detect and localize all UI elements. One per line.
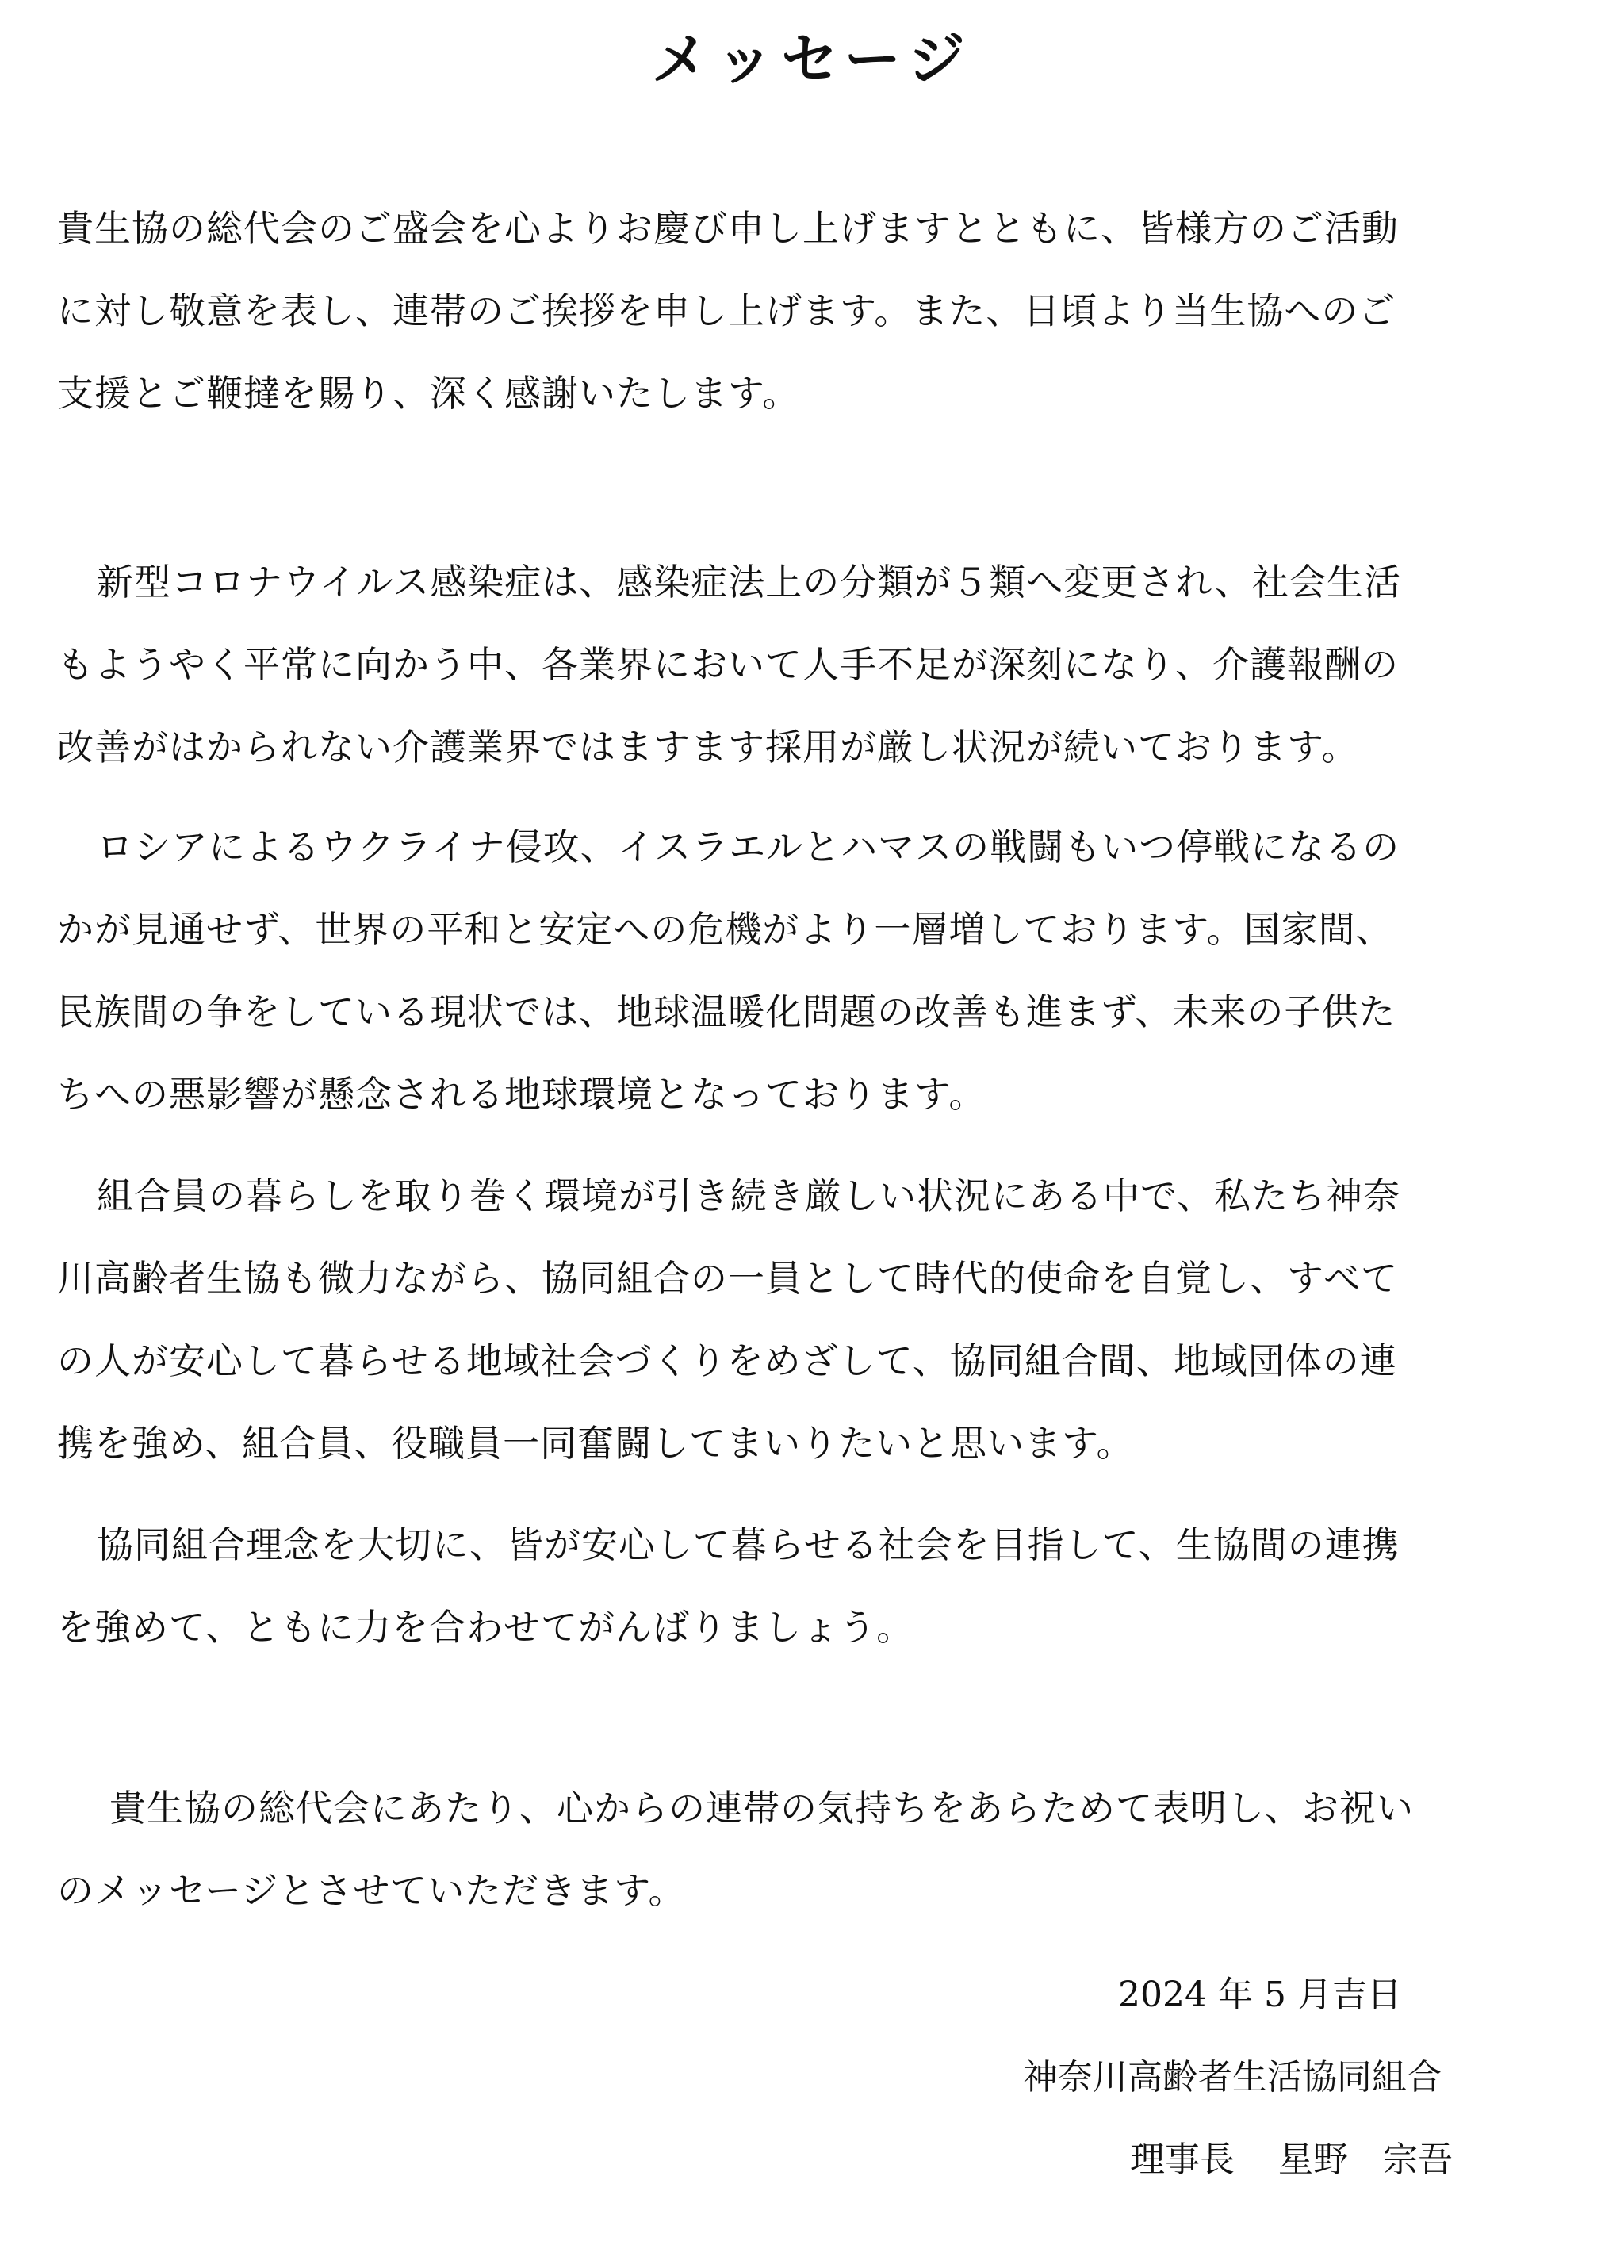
- paragraph-6-line-1: 貴生協の総代会にあたり、心からの連帯の気持ちをあらためて表明し、お祝い: [109, 1787, 1414, 1829]
- paragraph-4-line-4: 携を強め、組合員、役職員一同奮闘してまいりたいと思います。: [57, 1422, 1134, 1465]
- date-line: 2024 年 5 月吉日: [1118, 1975, 1402, 2015]
- paragraph-3-line-1: ロシアによるウクライナ侵攻、イスラエルとハマスの戦闘もいつ停戦になるの: [97, 826, 1400, 868]
- paragraph-4-line-2: 川高齢者生協も微力ながら、協同組合の一員として時代的使命を自覚し、すべて: [57, 1257, 1399, 1300]
- signatory-name: 星野 宗吾: [1278, 2140, 1453, 2180]
- paragraph-3-line-2: かが見通せず、世界の平和と安定への危機がより一層増しております。国家間、: [57, 908, 1393, 951]
- paragraph-4-line-1: 組合員の暮らしを取り巻く環境が引き続き厳しい状況にある中で、私たち神奈: [97, 1174, 1401, 1217]
- page-title: メッセージ: [651, 25, 973, 93]
- paragraph-4-line-3: の人が安心して暮らせる地域社会づくりをめざして、協同組合間、地域団体の連: [57, 1339, 1397, 1382]
- paragraph-5-line-1: 協同組合理念を大切に、皆が安心して暮らせる社会を目指して、生協間の連携: [97, 1523, 1400, 1566]
- paragraph-1-line-2: に対し敬意を表し、連帯のご挨拶を申し上げます。また、日頃より当生協へのご: [57, 289, 1396, 332]
- paragraph-6-line-2: のメッセージとさせていただきます。: [57, 1869, 686, 1912]
- signatory-title: 理事長: [1130, 2140, 1235, 2180]
- paragraph-1-line-1: 貴生協の総代会のご盛会を心よりお慶び申し上げますとともに、皆様方のご活動: [57, 207, 1399, 250]
- paragraph-3-line-4: ちへの悪影響が懸念される地球環境となっております。: [57, 1073, 986, 1116]
- paragraph-1-line-3: 支援とご鞭撻を賜り、深く感謝いたします。: [57, 372, 800, 415]
- paragraph-3-line-3: 民族間の争をしている現状では、地球温暖化問題の改善も進まず、未来の子供た: [57, 990, 1396, 1033]
- paragraph-5-line-2: を強めて、ともに力を合わせてがんばりましょう。: [57, 1606, 914, 1649]
- paragraph-2-line-2: もようやく平常に向かう中、各業界において人手不足が深刻になり、介護報酬の: [57, 643, 1399, 686]
- organization-name: 神奈川高齢者生活協同組合: [1023, 2057, 1442, 2098]
- paragraph-2-line-1: 新型コロナウイルス感染症は、感染症法上の分類が５類へ変更され、社会生活: [97, 561, 1401, 603]
- paragraph-2-line-3: 改善がはかられない介護業界ではますます採用が厳し状況が続いております。: [57, 726, 1359, 768]
